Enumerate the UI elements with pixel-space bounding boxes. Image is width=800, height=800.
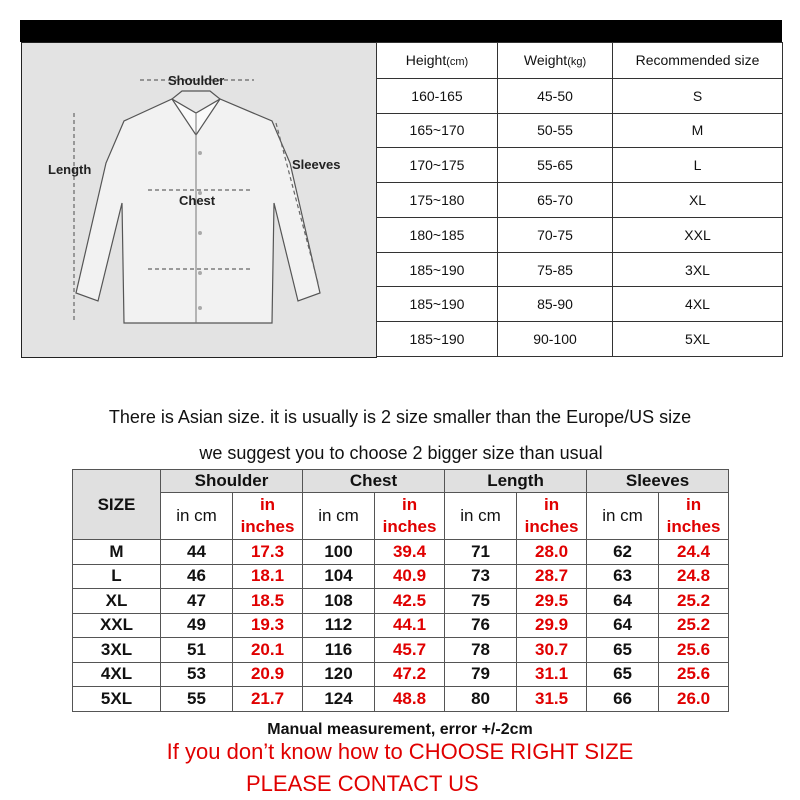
height-cell: 175~180	[377, 183, 498, 218]
size-name-cell: XXL	[73, 613, 161, 638]
inch-value-cell: 21.7	[233, 687, 303, 712]
inch-value-cell: 40.9	[375, 564, 445, 589]
contact-line-2: PLEASE CONTACT US	[246, 771, 479, 796]
cm-value-cell: 64	[587, 589, 659, 614]
cm-value-cell: 73	[445, 564, 517, 589]
shoulder-label: Shoulder	[168, 73, 225, 88]
group-length: Length	[445, 470, 587, 493]
weight-cell: 50-55	[498, 113, 613, 148]
cm-value-cell: 46	[161, 564, 233, 589]
unit-inches-line-2: inches	[666, 517, 721, 536]
inch-value-cell: 20.1	[233, 638, 303, 663]
size-name-cell: L	[73, 564, 161, 589]
cm-value-cell: 49	[161, 613, 233, 638]
recommended-size-table	[376, 42, 783, 357]
unit-inches-line-1: in	[401, 495, 418, 514]
size-name-cell: 4XL	[73, 662, 161, 687]
weight-cell: 70-75	[498, 217, 613, 252]
suggest-note: we suggest you to choose 2 bigger size than usual	[199, 443, 603, 463]
inch-value-cell: 19.3	[233, 613, 303, 638]
size-name-cell: XL	[73, 589, 161, 614]
inch-value-cell: 48.8	[375, 687, 445, 712]
inch-value-cell: 29.9	[517, 613, 587, 638]
recommend-row	[377, 78, 783, 113]
recommend-row	[377, 183, 783, 218]
top-black-bar	[20, 20, 782, 42]
size-row	[73, 540, 729, 565]
contact-line-1: If you don’t know how to CHOOSE RIGHT SIZE	[166, 739, 634, 764]
unit-inches-header	[659, 493, 729, 540]
inch-value-cell: 26.0	[659, 687, 729, 712]
height-cell: 185~190	[377, 322, 498, 357]
cm-value-cell: 65	[587, 638, 659, 663]
cm-value-cell: 53	[161, 662, 233, 687]
cm-value-cell: 100	[303, 540, 375, 565]
inch-value-cell: 28.7	[517, 564, 587, 589]
inch-value-cell: 28.0	[517, 540, 587, 565]
height-cell: 185~190	[377, 287, 498, 322]
weight-cell: 85-90	[498, 287, 613, 322]
cm-value-cell: 55	[161, 687, 233, 712]
recommend-row	[377, 148, 783, 183]
cm-value-cell: 63	[587, 564, 659, 589]
cm-value-cell: 120	[303, 662, 375, 687]
cm-value-cell: 116	[303, 638, 375, 663]
size-row	[73, 662, 729, 687]
inch-value-cell: 25.2	[659, 589, 729, 614]
shirt-diagram	[21, 42, 377, 358]
inch-value-cell: 47.2	[375, 662, 445, 687]
size-cell: 3XL	[613, 252, 783, 287]
unit-inches-line-2: inches	[240, 517, 295, 536]
height-cell: 165~170	[377, 113, 498, 148]
unit-inches-header	[233, 493, 303, 540]
unit-inches-header	[517, 493, 587, 540]
cm-value-cell: 65	[587, 662, 659, 687]
cm-value-cell: 44	[161, 540, 233, 565]
length-label: Length	[48, 162, 92, 177]
unit-inches-line-2: inches	[382, 517, 437, 536]
cm-value-cell: 51	[161, 638, 233, 663]
inch-value-cell: 44.1	[375, 613, 445, 638]
manual-measurement-note: Manual measurement, error +/-2cm	[267, 721, 533, 738]
height-cell: 185~190	[377, 252, 498, 287]
group-header-row	[73, 470, 729, 493]
recommend-row	[377, 252, 783, 287]
shirt-illustration	[22, 43, 376, 357]
inch-value-cell: 31.5	[517, 687, 587, 712]
chest-label: Chest	[179, 193, 216, 208]
inch-value-cell: 45.7	[375, 638, 445, 663]
unit-cm-header: in cm	[445, 493, 517, 540]
cm-value-cell: 76	[445, 613, 517, 638]
weight-cell: 90-100	[498, 322, 613, 357]
unit-inches-header	[375, 493, 445, 540]
inch-value-cell: 18.5	[233, 589, 303, 614]
size-cell: 4XL	[613, 287, 783, 322]
unit-inches-line-1: in	[543, 495, 560, 514]
unit-header-row	[73, 493, 729, 540]
inch-value-cell: 42.5	[375, 589, 445, 614]
weight-cell: 75-85	[498, 252, 613, 287]
size-row	[73, 638, 729, 663]
size-cell: 5XL	[613, 322, 783, 357]
size-header: SIZE	[73, 470, 161, 540]
group-shoulder: Shoulder	[161, 470, 303, 493]
unit-inches-line-1: in	[685, 495, 702, 514]
inch-value-cell: 25.6	[659, 662, 729, 687]
height-cell: 160-165	[377, 78, 498, 113]
inch-value-cell: 24.8	[659, 564, 729, 589]
inch-value-cell: 24.4	[659, 540, 729, 565]
unit-cm-header: in cm	[303, 493, 375, 540]
height-cell: 170~175	[377, 148, 498, 183]
cm-value-cell: 71	[445, 540, 517, 565]
cm-value-cell: 62	[587, 540, 659, 565]
cm-value-cell: 108	[303, 589, 375, 614]
height-header: Height(cm)	[377, 43, 498, 79]
size-name-cell: 3XL	[73, 638, 161, 663]
weight-cell: 65-70	[498, 183, 613, 218]
cm-value-cell: 78	[445, 638, 517, 663]
size-cell: XXL	[613, 217, 783, 252]
size-name-cell: M	[73, 540, 161, 565]
group-chest: Chest	[303, 470, 445, 493]
recommend-row	[377, 113, 783, 148]
inch-value-cell: 18.1	[233, 564, 303, 589]
unit-cm-header: in cm	[161, 493, 233, 540]
unit-inches-line-1: in	[259, 495, 276, 514]
cm-value-cell: 104	[303, 564, 375, 589]
cm-value-cell: 75	[445, 589, 517, 614]
inch-value-cell: 29.5	[517, 589, 587, 614]
weight-header: Weight(kg)	[498, 43, 613, 79]
height-cell: 180~185	[377, 217, 498, 252]
cm-value-cell: 112	[303, 613, 375, 638]
size-row	[73, 589, 729, 614]
size-cell: S	[613, 78, 783, 113]
inch-value-cell: 30.7	[517, 638, 587, 663]
cm-value-cell: 80	[445, 687, 517, 712]
recommend-header-row	[377, 43, 783, 79]
size-measurement-table	[72, 469, 729, 712]
size-name-cell: 5XL	[73, 687, 161, 712]
weight-cell: 45-50	[498, 78, 613, 113]
size-row	[73, 613, 729, 638]
inch-value-cell: 25.2	[659, 613, 729, 638]
inch-value-cell: 25.6	[659, 638, 729, 663]
size-cell: L	[613, 148, 783, 183]
size-cell: M	[613, 113, 783, 148]
inch-value-cell: 17.3	[233, 540, 303, 565]
size-row	[73, 564, 729, 589]
recommend-row	[377, 287, 783, 322]
asian-size-note: There is Asian size. it is usually is 2 size smaller than the Europe/US size	[108, 407, 692, 427]
group-sleeves: Sleeves	[587, 470, 729, 493]
inch-value-cell: 31.1	[517, 662, 587, 687]
sleeves-label: Sleeves	[292, 157, 341, 172]
size-header: Recommended size	[613, 43, 783, 79]
weight-cell: 55-65	[498, 148, 613, 183]
cm-value-cell: 66	[587, 687, 659, 712]
cm-value-cell: 124	[303, 687, 375, 712]
cm-value-cell: 64	[587, 613, 659, 638]
recommend-row	[377, 217, 783, 252]
unit-cm-header: in cm	[587, 493, 659, 540]
cm-value-cell: 79	[445, 662, 517, 687]
cm-value-cell: 47	[161, 589, 233, 614]
inch-value-cell: 20.9	[233, 662, 303, 687]
size-row	[73, 687, 729, 712]
size-cell: XL	[613, 183, 783, 218]
recommend-row	[377, 322, 783, 357]
unit-inches-line-2: inches	[524, 517, 579, 536]
inch-value-cell: 39.4	[375, 540, 445, 565]
